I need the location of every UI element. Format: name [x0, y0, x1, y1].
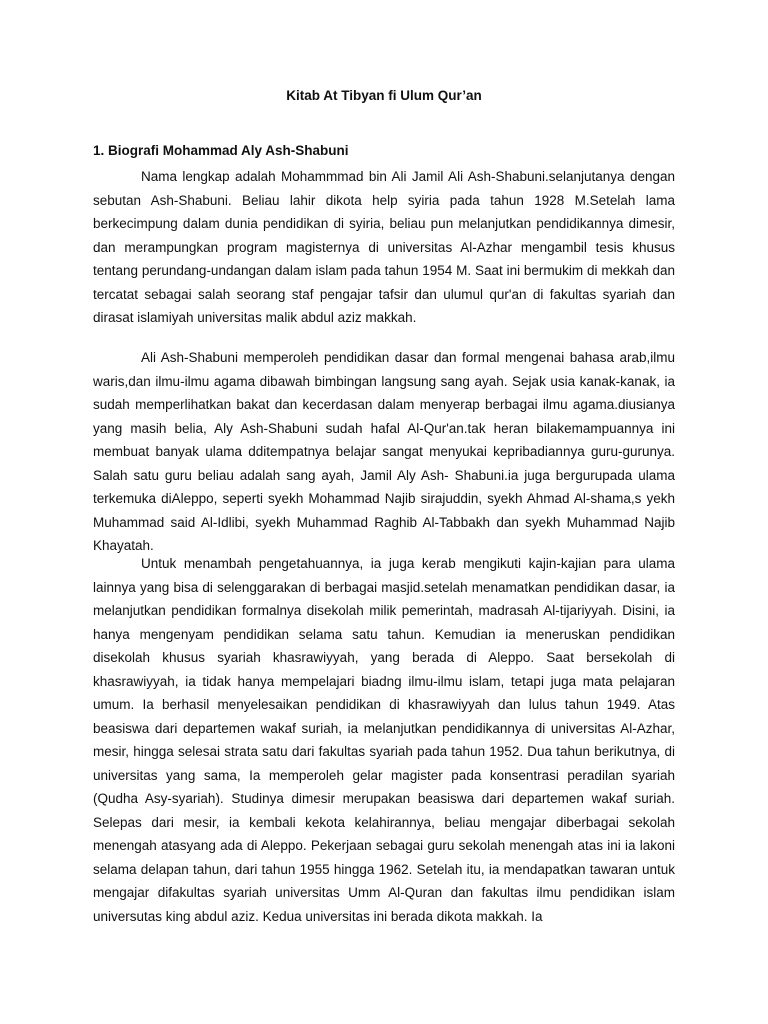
- document-title: Kitab At Tibyan fi Ulum Qur’an: [286, 88, 482, 103]
- paragraph-2: Ali Ash-Shabuni memperoleh pendidikan dasar dan formal mengenai bahasa arab,ilmu waris,dan ilmu-ilmu agama dibawah bimbingan langsung sang ayah. Sejak usia kanak-kanak, ia sudah memperlihatkan bakat dan kecerdasan dalam menyerap berbagai ilmu agama.diusianya yang masih belia, Aly Ash-Shabuni sudah hafal Al-Qur'an.tak heran bilakemampuannya ini membuat banyak ulama dditempatnya belajar sangat menyukai kepribadiannya guru-gurunya. Salah satu guru beliau adalah sang ayah, Jamil Aly Ash- Shabuni.ia juga bergurupada ulama terkemuka diAleppo, seperti syekh Mohammad Najib sirajuddin, syekh Ahmad Al-shama,s yekh Muhammad said Al-Idlibi, syekh Muhammad Raghib Al-Tabbakh dan syekh Muhammad Najib Khayatah.: [93, 350, 675, 553]
- paragraph-1: Nama lengkap adalah Mohammmad bin Ali Jamil Ali Ash-Shabuni.selanjutanya dengan sebutan Ash-Shabuni. Beliau lahir dikota help syiria pada tahun 1928 M.Setelah lama berkecimpung dalam dunia pendidikan di syiria, beliau pun melanjutkan pendidikannya dimesir, dan merampungkan program magisternya di universitas Al-Azhar mengambil tesis khusus tentang perundang-undangan dalam islam pada tahun 1954 M. Saat ini bermukim di mekkah dan tercatat sebagai salah seorang staf pengajar tafsir dan ulumul qur'an di fakultas syariah dan dirasat islamiyah universitas malik abdul aziz makkah.: [93, 169, 675, 325]
- section-heading: 1. Biografi Mohammad Aly Ash-Shabuni: [93, 143, 349, 158]
- paragraph-3: Untuk menambah pengetahuannya, ia juga kerab mengikuti kajin-kajian para ulama lainnya yang bisa di selenggarakan di berbagai masjid.setelah menamatkan pendidikan dasar, ia melanjutkan pendidikan formalnya disekolah milik pemerintah, madrasah Al-tijariyyah. Disini, ia hanya mengenyam pendidikan selama satu tahun. Kemudian ia meneruskan pendidikan disekolah khusus syariah khasrawiyyah, yang berada di Aleppo. Saat bersekolah di khasrawiyyah, ia tidak hanya mempelajari biadng ilmu-ilmu islam, tetapi juga mata pelajaran umum. Ia berhasil menyelesaikan pendidikan di khasrawiyyah dan lulus tahun 1949. Atas beasiswa dari departemen wakaf suriah, ia melanjutkan pendidikannya di universitas Al-Azhar, mesir, hingga selesai strata satu dari fakultas syariah pada tahun 1952. Dua tahun berikutnya, di universitas yang sama, Ia memperoleh gelar magister pada konsentrasi peradilan syariah (Qudha Asy-syariah). Studinya dimesir merupakan beasiswa dari departemen wakaf suriah. Selepas dari mesir, ia kembali kekota kelahirannya, beliau mengajar diberbagai sekolah menengah atasyang ada di Aleppo. Pekerjaan sebagai guru sekolah menengah atas ini ia lakoni selama delapan tahun, dari tahun 1955 hingga 1962. Setelah itu, ia mendapatkan tawaran untuk mengajar difakultas syariah universitas Umm Al-Quran dan fakultas ilmu pendidikan islam universutas king abdul aziz. Kedua universitas ini berada dikota makkah. Ia: [93, 556, 675, 924]
